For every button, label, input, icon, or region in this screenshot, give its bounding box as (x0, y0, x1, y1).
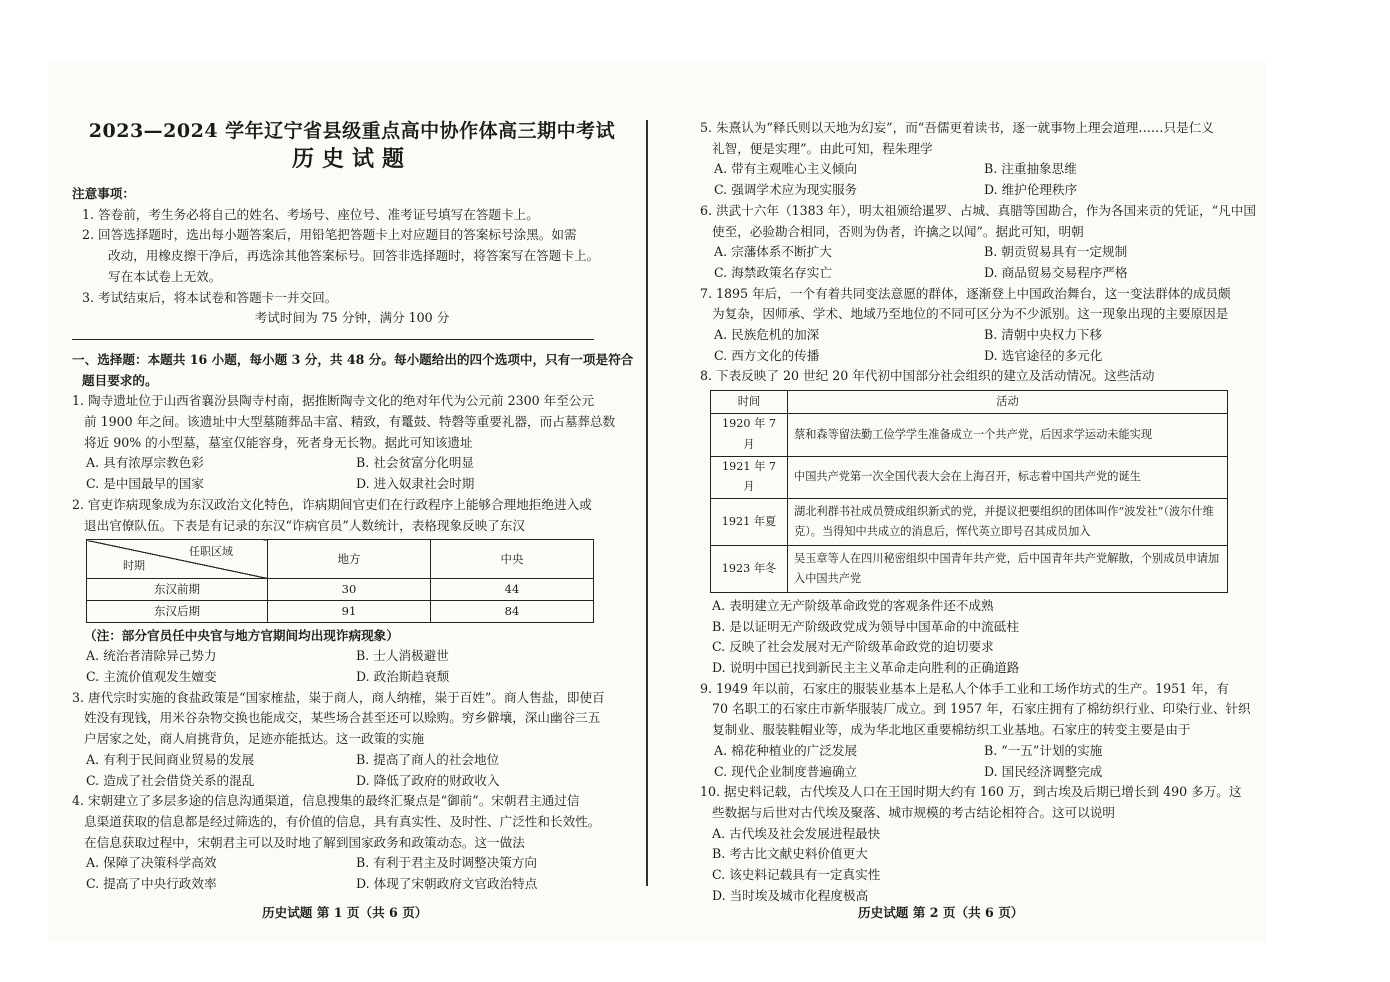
option-b: B. 有利于君主及时调整决策方向 (356, 855, 537, 871)
option-c: C. 该史料记载具有一定真实性 (712, 867, 881, 883)
option-d: D. 政治斯趋衰颓 (356, 669, 450, 685)
option-a: A. 棉花种植业的广泛发展 (714, 742, 858, 758)
question-5-text: 5. 朱熹认为“释氏则以天地为幻妄”，而“吾儒更着读书，逐一就事物上理会道理……只是仁义 (700, 120, 1214, 135)
notice-line: 2. 回答选择题时，选出每小题答案后，用铅笔把答题卡上对应题目的答案标号涂黑。如需 (82, 227, 577, 243)
option-a: A. 有利于民间商业贸易的发展 (86, 751, 255, 767)
cell-local: 30 (268, 579, 431, 601)
question-4-text: 4. 宋朝建立了多层多途的信息沟通渠道，信息搜集的最终汇聚点是“御前”。宋朝君主通过信 (72, 793, 580, 809)
option-a: A. 保障了决策科学高效 (86, 855, 217, 871)
question-9-text: 复制业、服装鞋帽业等，成为华北地区重要棉纺织工业基地。石家庄的转变主要是由于 (712, 722, 1191, 738)
option-b: B. 考古比文献史料价值更大 (712, 846, 868, 862)
option-b: B. 朝贡贸易具有一定规制 (984, 244, 1128, 260)
notice-line: 3. 考试结束后，将本试卷和答题卡一并交回。 (82, 289, 338, 305)
option-b: B. 提高了商人的社会地位 (356, 751, 500, 767)
option-c: C. 西方文化的传播 (714, 347, 820, 363)
left-page (72, 118, 632, 895)
option-b: B. 士人消极避世 (356, 648, 449, 664)
cell-activity: 蔡和森等留法勤工俭学学生准备成立一个共产党，后因求学运动未能实现 (788, 414, 1228, 456)
table-row (711, 545, 1228, 592)
column-divider (646, 120, 648, 886)
question-2-text: 2. 官吏诈病现象成为东汉政治文化特色，诈病期间官吏们在行政程序上能够合理地拒绝进入或 (72, 496, 592, 512)
question-6-text: 使至，必验勘合相同，否则为伪者，许擒之以闻”。据此可知，明朝 (712, 223, 1084, 239)
cell-time: 1920 年 7 月 (711, 414, 788, 456)
cell-local: 91 (268, 600, 431, 622)
option-a: A. 具有浓厚宗教色彩 (86, 455, 204, 471)
notice-line: 1. 答卷前，考生务必将自己的姓名、考场号、座位号、准考证号填写在答题卡上。 (82, 206, 539, 222)
cell-time: 1923 年冬 (711, 545, 788, 592)
section-heading: 一、选择题：本题共 16 小题，每小题 3 分，共 48 分。每小题给出的四个选项中，只有一项是符合 (72, 351, 634, 367)
option-c: C. 现代企业制度普遍确立 (714, 763, 858, 779)
option-a: A. 带有主观唯心主义倾向 (714, 161, 858, 177)
option-d: D. 选官途径的多元化 (984, 347, 1103, 363)
option-b: B. “一五”计划的实施 (984, 742, 1103, 758)
option-d: D. 维护伦理秩序 (984, 182, 1078, 198)
cell-activity: 中国共产党第一次全国代表大会在上海召开，标志着中国共产党的诞生 (788, 456, 1228, 498)
notice-line: 改动，用橡皮擦干净后，再选涂其他答案标号。回答非选择题时，将答案写在答题卡上。 (108, 248, 600, 264)
header-time: 时间 (711, 391, 788, 414)
question-4-text: 在信息获取过程中，宋朝君主可以及时地了解到国家政务和政策动态。这一做法 (84, 834, 525, 850)
table-note: （注：部分官员任中央官与地方官期间均出现诈病现象） (84, 627, 399, 643)
question-10-text: 些数据与后世对古代埃及聚落、城市规模的考古结论相符合。这可以说明 (712, 804, 1115, 820)
question-3-text: 户居家之处，商人肩挑背负，足迹亦能抵达。这一政策的实施 (84, 731, 425, 747)
option-a: A. 统治者清除异己势力 (86, 648, 217, 664)
question-6-text: 6. 洪武十六年（1383 年），明太祖颁给暹罗、占城、真腊等国勘合，作为各国来贡的凭证，“凡中国 (700, 202, 1256, 218)
page-2-footer: 历史试题 第 2 页（共 6 页） (858, 905, 1024, 920)
header-region: 任职区域 (189, 545, 233, 559)
option-b: B. 注重抽象思维 (984, 161, 1077, 177)
option-d: D. 当时埃及城市化程度极高 (712, 887, 869, 903)
option-d: D. 商品贸易交易程序严格 (984, 264, 1128, 280)
option-c: C. 反映了社会发展对无产阶级革命政党的迫切要求 (712, 639, 994, 655)
cell-central: 44 (431, 579, 594, 601)
question-7-text: 为复杂，因师承、学术、地域乃至地位的不同可区分为不少派别。这一现象出现的主要原因是 (712, 306, 1229, 322)
exam-title: 2023—2024 学年辽宁省县级重点高中协作体高三期中考试 (88, 120, 616, 142)
header-local: 地方 (268, 540, 431, 579)
page-1-footer: 历史试题 第 1 页（共 6 页） (262, 905, 428, 920)
question-1-text: 前 1900 年之间。该遗址中大型墓随葬品丰富、精致，有鼍鼓、特磬等重要礼器，而占墓葬总数 (84, 414, 616, 430)
table-row (711, 414, 1228, 456)
question-9-text: 9. 1949 年以前，石家庄的服装业基本上是私人个体手工业和工场作坊式的生产。1951 年，有 (700, 680, 1229, 696)
table-row (87, 579, 594, 601)
header-activity: 活动 (788, 391, 1228, 414)
question-1-text: 将近 90% 的小型墓，墓室仅能容身，死者身无长物。据此可知该遗址 (84, 434, 473, 450)
option-b: B. 社会贫富分化明显 (356, 455, 475, 471)
option-c: C. 造成了社会借贷关系的混乱 (86, 772, 255, 788)
cell-time: 1921 年 7 月 (711, 456, 788, 498)
option-d: D. 降低了政府的财政收入 (356, 772, 500, 788)
option-c: C. 主流价值观发生嬗变 (86, 669, 217, 685)
table-row (711, 498, 1228, 545)
option-d: D. 说明中国已找到新民主主义革命走向胜利的正确道路 (712, 660, 1020, 676)
question-3-text: 3. 唐代宗时实施的食盐政策是“国家榷盐，粜于商人，商人纳榷，粜于百姓”。商人售盐，即使百 (72, 689, 605, 705)
question-10-text: 10. 据史料记载，古代埃及人口在王国时期大约有 160 万，到古埃及后期已增长到 490 多万。这 (700, 784, 1242, 800)
exam-time-line: 考试时间为 75 分钟，满分 100 分 (254, 310, 450, 326)
cell-period: 东汉后期 (87, 600, 268, 622)
cell-activity: 湖北利群书社成员赞成组织新式的党，并提议把要组织的团体叫作“波发社”（波尔什维克）。当得知中共成立的消息后，恽代英立即号召其成员加入 (788, 498, 1228, 545)
question-1-text: 1. 陶寺遗址位于山西省襄汾县陶寺村南，据推断陶寺文化的绝对年代为公元前 2300 年至公元 (72, 393, 595, 409)
question-8-text: 8. 下表反映了 20 世纪 20 年代初中国部分社会组织的建立及活动情况。这些活动 (700, 368, 1155, 384)
option-a: A. 古代埃及社会发展进程最快 (712, 825, 881, 841)
option-b: B. 清朝中央权力下移 (984, 327, 1103, 343)
right-page (700, 118, 1256, 907)
section-heading-cont: 题目要求的。 (82, 372, 158, 388)
option-c: C. 是中国最早的国家 (86, 476, 204, 492)
option-c: C. 强调学术应为现实服务 (714, 182, 858, 198)
header-central: 中央 (431, 540, 594, 579)
table-row (87, 600, 594, 622)
organization-activity-table (710, 390, 1228, 593)
option-a: A. 宗藩体系不断扩大 (714, 244, 832, 260)
question-4-text: 息渠道获取的信息都是经过筛选的，有价值的信息，具有真实性、及时性、广泛性和长效性。 (84, 813, 601, 829)
option-d: D. 体现了宋朝政府文官政治特点 (356, 876, 538, 892)
option-a: A. 民族危机的加深 (714, 327, 820, 343)
option-c: C. 提高了中央行政效率 (86, 876, 217, 892)
section-rule (72, 339, 594, 340)
header-period: 时期 (123, 558, 145, 572)
exam-subtitle: 历史试题 (291, 146, 412, 172)
table-diagonal-header (87, 540, 268, 579)
question-7-text: 7. 1895 年后，一个有着共同变法意愿的群体，逐渐登上中国政治舞台，这一变法群体的成员颇 (700, 285, 1231, 301)
notice-heading: 注意事项： (72, 186, 135, 201)
cell-activity: 吴玉章等人在四川秘密组织中国青年共产党，后中国青年共产党解散，个别成员申请加入中国共产党 (788, 545, 1228, 592)
official-stats-table (86, 539, 594, 622)
option-d: D. 国民经济调整完成 (984, 763, 1103, 779)
cell-time: 1921 年夏 (711, 498, 788, 545)
option-a: A. 表明建立无产阶级革命政党的客观条件还不成熟 (712, 597, 994, 613)
cell-central: 84 (431, 600, 594, 622)
option-c: C. 海禁政策名存实亡 (714, 264, 832, 280)
table-row (711, 456, 1228, 498)
question-3-text: 姓没有现钱，用米谷杂物交换也能成交，某些场合甚至还可以赊购。穷乡僻壤，深山幽谷三五 (84, 710, 601, 726)
cell-period: 东汉前期 (87, 579, 268, 601)
question-9-text: 70 名职工的石家庄市新华服装厂成立。到 1957 年，石家庄拥有了棉纺织行业、印染行业、针织 (712, 701, 1251, 717)
question-5-text: 礼智，便是实理”。由此可知，程朱理学 (712, 140, 933, 156)
option-d: D. 进入奴隶社会时期 (356, 476, 475, 492)
notice-line: 写在本试卷上无效。 (108, 268, 222, 284)
question-2-text: 退出官僚队伍。下表是有记录的东汉“诈病官员”人数统计，表格现象反映了东汉 (84, 517, 526, 533)
option-b: B. 是以证明无产阶级政党成为领导中国革命的中流砥柱 (712, 618, 1019, 634)
